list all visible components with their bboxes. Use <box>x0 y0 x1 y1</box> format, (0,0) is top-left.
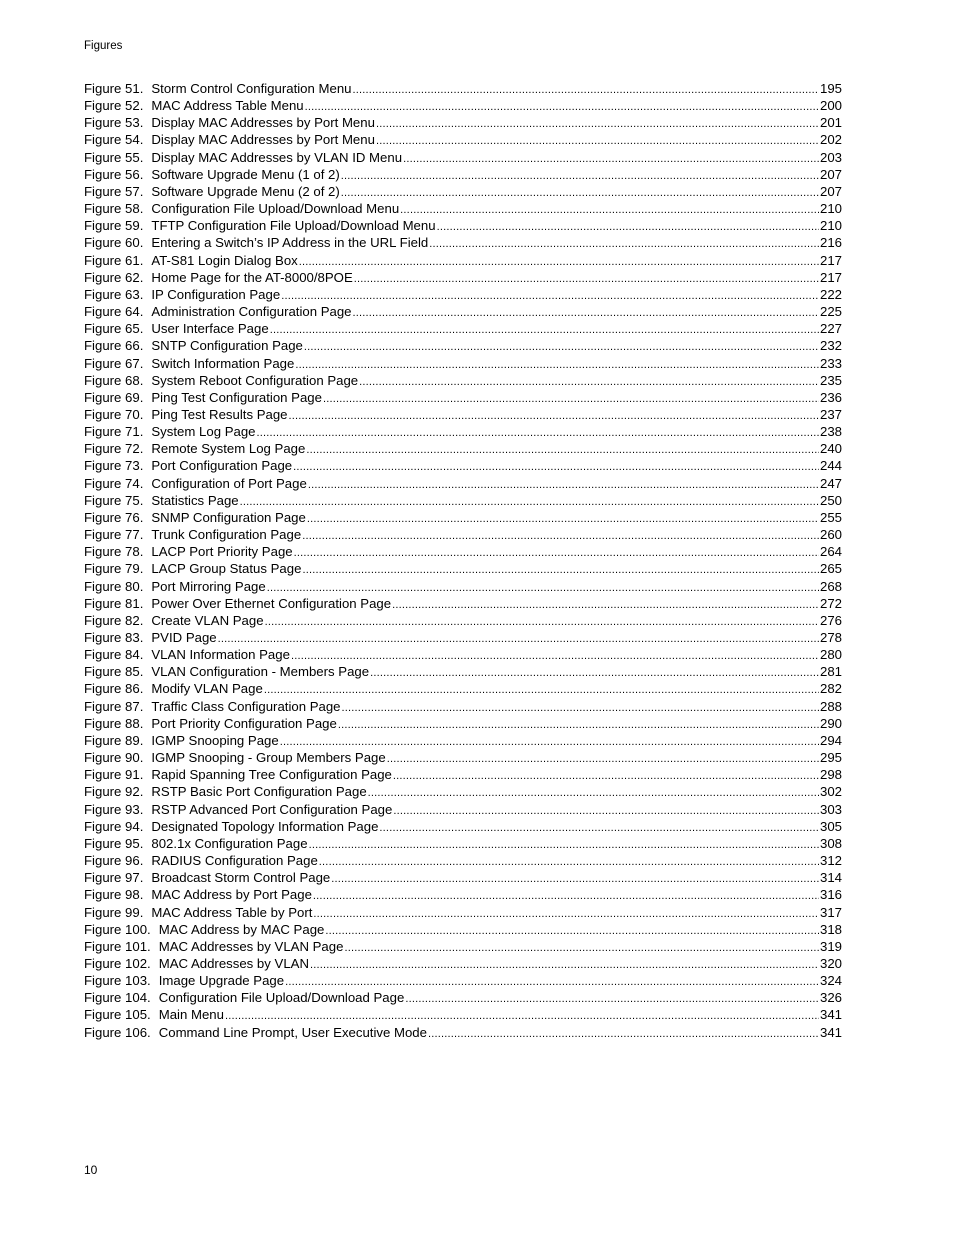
dot-leader <box>353 305 819 322</box>
figure-title: Storm Control Configuration Menu <box>151 81 352 96</box>
figure-page-number: 265 <box>819 561 842 577</box>
dot-leader <box>293 459 819 476</box>
figure-page-number: 294 <box>819 732 842 748</box>
figure-number: Figure 55. <box>84 149 144 165</box>
list-item[interactable] <box>84 921 842 938</box>
figure-title: SNTP Configuration Page <box>151 338 303 354</box>
list-item[interactable] <box>84 989 842 1006</box>
figure-title: Port Priority Configuration Page <box>151 715 337 731</box>
dot-leader <box>294 545 819 562</box>
list-item[interactable] <box>84 509 842 526</box>
figure-page-number: 341 <box>819 1024 842 1040</box>
figure-number: Figure 82. <box>84 612 144 628</box>
list-item[interactable] <box>84 234 842 251</box>
figure-title: MAC Addresses by VLAN <box>158 955 309 971</box>
figure-page-number: 222 <box>819 286 842 302</box>
list-item[interactable] <box>84 766 842 783</box>
dot-leader <box>264 682 819 699</box>
figure-title: Port Configuration Page <box>151 458 293 474</box>
dot-leader <box>309 837 819 854</box>
list-item[interactable] <box>84 972 842 989</box>
figure-page-number: 280 <box>819 647 842 663</box>
figure-number: Figure 94. <box>84 818 144 834</box>
figure-number: Figure 60. <box>84 235 144 251</box>
list-item[interactable] <box>84 869 842 886</box>
figure-title: Configuration File Upload/Download Menu <box>151 201 400 217</box>
list-item[interactable] <box>84 698 842 715</box>
figure-number: Figure 62. <box>84 269 144 285</box>
list-item[interactable] <box>84 337 842 354</box>
figure-title: Main Menu <box>158 1007 224 1023</box>
figure-title: MAC Address by Port Page <box>151 887 312 903</box>
list-item[interactable] <box>84 492 842 509</box>
figure-title: Remote System Log Page <box>151 441 306 457</box>
figure-title: 802.1x Configuration Page <box>151 835 308 851</box>
figure-title: IP Configuration Page <box>151 286 281 302</box>
dot-leader <box>313 888 819 905</box>
figure-number: Figure 71. <box>84 424 144 440</box>
figure-number: Figure 51. <box>84 81 144 96</box>
figure-number: Figure 86. <box>84 681 144 697</box>
figure-page-number: 316 <box>819 887 842 903</box>
dot-leader <box>307 511 819 528</box>
figure-page-number: 264 <box>819 544 842 560</box>
figure-number: Figure 74. <box>84 475 144 491</box>
figure-title: Power Over Ethernet Configuration Page <box>151 595 392 611</box>
dot-leader <box>376 133 819 150</box>
figure-number: Figure 97. <box>84 870 144 886</box>
figure-page-number: 207 <box>819 183 842 199</box>
figure-number: Figure 105. <box>84 1007 151 1023</box>
figure-title: System Log Page <box>151 424 256 440</box>
dot-leader <box>289 408 819 425</box>
figure-number: Figure 59. <box>84 218 144 234</box>
dot-leader <box>400 202 819 219</box>
figure-title: Configuration of Port Page <box>151 475 307 491</box>
figure-title: Trunk Configuration Page <box>151 527 302 543</box>
list-item[interactable] <box>84 749 842 766</box>
dot-leader <box>393 803 819 820</box>
figure-number: Figure 78. <box>84 544 144 560</box>
list-item[interactable] <box>84 543 842 560</box>
figure-number: Figure 79. <box>84 561 144 577</box>
dot-leader <box>304 339 819 356</box>
figure-number: Figure 101. <box>84 938 151 954</box>
figure-page-number: 200 <box>819 98 842 114</box>
figure-number: Figure 57. <box>84 183 144 199</box>
figure-page-number: 236 <box>819 389 842 405</box>
figure-title: PVID Page <box>151 630 217 645</box>
dot-leader <box>308 477 819 494</box>
figure-title: RADIUS Configuration Page <box>151 853 318 869</box>
figure-page-number: 314 <box>819 870 842 886</box>
figure-title: Software Upgrade Menu (2 of 2) <box>151 183 340 199</box>
list-item[interactable] <box>84 904 842 921</box>
figure-number: Figure 69. <box>84 389 144 405</box>
dot-leader <box>359 374 819 391</box>
figure-title: Create VLAN Page <box>151 612 264 628</box>
list-item[interactable] <box>84 269 842 286</box>
figure-page-number: 281 <box>819 664 842 680</box>
figure-title: IGMP Snooping - Group Members Page <box>151 750 386 766</box>
dot-leader <box>405 991 819 1008</box>
figure-title: VLAN Information Page <box>151 647 290 663</box>
list-item[interactable] <box>84 646 842 663</box>
dot-leader <box>376 116 819 133</box>
dot-leader <box>379 820 819 837</box>
figure-number: Figure 54. <box>84 132 144 148</box>
list-item[interactable] <box>84 200 842 217</box>
figure-title: MAC Address by MAC Page <box>158 921 325 937</box>
list-item[interactable] <box>84 440 842 457</box>
list-item[interactable] <box>84 818 842 835</box>
dot-leader <box>392 597 819 614</box>
dot-leader <box>218 631 819 648</box>
dot-leader <box>323 391 819 408</box>
figure-number: Figure 89. <box>84 732 144 748</box>
figure-page-number: 203 <box>819 149 842 165</box>
dot-leader <box>299 254 819 271</box>
dot-leader <box>310 957 819 974</box>
dot-leader <box>341 185 819 202</box>
list-item[interactable] <box>84 114 842 131</box>
figure-page-number: 232 <box>819 338 842 354</box>
figure-number: Figure 75. <box>84 492 144 508</box>
figure-title: RSTP Basic Port Configuration Page <box>151 784 367 800</box>
figure-number: Figure 92. <box>84 784 144 800</box>
dot-leader <box>319 854 819 871</box>
figure-page-number: 319 <box>819 938 842 954</box>
figure-page-number: 202 <box>819 132 842 148</box>
figure-page-number: 195 <box>819 81 842 96</box>
figure-page-number: 298 <box>819 767 842 783</box>
figure-number: Figure 56. <box>84 166 144 182</box>
figure-number: Figure 63. <box>84 286 144 302</box>
figure-number: Figure 88. <box>84 715 144 731</box>
figure-number: Figure 65. <box>84 321 144 337</box>
dot-leader <box>306 442 819 459</box>
figure-number: Figure 68. <box>84 372 144 388</box>
figure-title: Switch Information Page <box>151 355 295 371</box>
figure-number: Figure 72. <box>84 441 144 457</box>
dot-leader <box>325 923 819 940</box>
list-item[interactable] <box>84 97 842 114</box>
figure-title: Display MAC Addresses by Port Menu <box>151 132 375 148</box>
figure-page-number: 217 <box>819 269 842 285</box>
figure-number: Figure 84. <box>84 647 144 663</box>
list-item[interactable] <box>84 732 842 749</box>
dot-leader <box>257 425 819 442</box>
figure-title: MAC Addresses by VLAN Page <box>158 938 344 954</box>
figure-number: Figure 106. <box>84 1024 151 1040</box>
dot-leader <box>341 168 819 185</box>
dot-leader <box>295 357 819 374</box>
list-item[interactable] <box>84 1006 842 1023</box>
list-item[interactable] <box>84 578 842 595</box>
figure-title: Image Upgrade Page <box>158 973 285 989</box>
dot-leader <box>393 768 819 785</box>
list-item[interactable] <box>84 852 842 869</box>
figure-title: TFTP Configuration File Upload/Download Menu <box>151 218 436 234</box>
list-item[interactable] <box>84 131 842 148</box>
figure-page-number: 225 <box>819 304 842 320</box>
list-item[interactable] <box>84 423 842 440</box>
figure-page-number: 260 <box>819 527 842 543</box>
figure-number: Figure 77. <box>84 527 144 543</box>
figure-page-number: 255 <box>819 509 842 525</box>
figure-page-number: 288 <box>819 698 842 714</box>
dot-leader <box>240 494 819 511</box>
list-item[interactable] <box>84 457 842 474</box>
figure-title: Command Line Prompt, User Executive Mode <box>158 1024 427 1040</box>
dot-leader <box>403 151 819 168</box>
figure-page-number: 210 <box>819 218 842 234</box>
figure-number: Figure 87. <box>84 698 144 714</box>
figure-page-number: 235 <box>819 372 842 388</box>
figure-title: SNMP Configuration Page <box>151 509 306 525</box>
figure-number: Figure 70. <box>84 406 144 422</box>
figure-title: Ping Test Results Page <box>151 406 288 422</box>
list-item[interactable] <box>84 252 842 269</box>
list-item[interactable] <box>84 560 842 577</box>
list-item[interactable] <box>84 955 842 972</box>
dot-leader <box>313 906 819 923</box>
figure-title: AT-S81 Login Dialog Box <box>151 252 298 268</box>
list-item[interactable] <box>84 286 842 303</box>
list-item[interactable] <box>84 320 842 337</box>
list-item[interactable] <box>84 715 842 732</box>
figure-title: Designated Topology Information Page <box>151 818 379 834</box>
dot-leader <box>368 785 819 802</box>
figure-number: Figure 96. <box>84 853 144 869</box>
figure-title: LACP Port Priority Page <box>151 544 293 560</box>
list-item[interactable] <box>84 166 842 183</box>
list-item[interactable] <box>84 389 842 406</box>
list-item[interactable] <box>84 783 842 800</box>
figure-number: Figure 102. <box>84 955 151 971</box>
figure-page-number: 318 <box>819 921 842 937</box>
list-of-figures <box>84 80 842 1041</box>
figure-page-number: 250 <box>819 492 842 508</box>
dot-leader <box>291 648 819 665</box>
figure-title: Ping Test Configuration Page <box>151 389 322 405</box>
figure-page-number: 210 <box>819 201 842 217</box>
figure-title: Configuration File Upload/Download Page <box>158 990 405 1006</box>
figure-page-number: 324 <box>819 973 842 989</box>
figure-number: Figure 80. <box>84 578 144 594</box>
figure-title: IGMP Snooping Page <box>151 732 279 748</box>
dot-leader <box>270 322 819 339</box>
dot-leader <box>354 271 819 288</box>
figure-title: Traffic Class Configuration Page <box>151 698 341 714</box>
list-item[interactable] <box>84 663 842 680</box>
dot-leader <box>387 751 819 768</box>
dot-leader <box>428 1026 819 1043</box>
figure-title: Entering a Switch’s IP Address in the URL Field <box>151 235 429 251</box>
figure-number: Figure 100. <box>84 921 151 937</box>
figure-title: Administration Configuration Page <box>151 304 352 320</box>
list-item[interactable] <box>84 526 842 543</box>
figure-page-number: 276 <box>819 612 842 628</box>
figure-title: LACP Group Status Page <box>151 561 302 577</box>
figure-page-number: 290 <box>819 715 842 731</box>
figure-number: Figure 90. <box>84 750 144 766</box>
dot-leader <box>305 99 819 116</box>
figure-page-number: 312 <box>819 853 842 869</box>
figure-number: Figure 53. <box>84 115 144 131</box>
list-item[interactable] <box>84 886 842 903</box>
dot-leader <box>302 528 819 545</box>
figure-number: Figure 91. <box>84 767 144 783</box>
figure-title: Software Upgrade Menu (1 of 2) <box>151 166 340 182</box>
figure-title: User Interface Page <box>151 321 269 337</box>
figure-title: MAC Address Table by Port <box>151 904 313 920</box>
figure-title: Rapid Spanning Tree Configuration Page <box>151 767 392 783</box>
figure-page-number: 341 <box>819 1007 842 1023</box>
figure-page-number: 305 <box>819 818 842 834</box>
list-item[interactable] <box>84 217 842 234</box>
figure-page-number: 320 <box>819 955 842 971</box>
figure-number: Figure 58. <box>84 201 144 217</box>
figure-page-number: 201 <box>819 115 842 131</box>
dot-leader <box>344 940 819 957</box>
dot-leader <box>338 717 819 734</box>
list-item[interactable] <box>84 355 842 372</box>
figure-page-number: 237 <box>819 406 842 422</box>
figure-number: Figure 104. <box>84 990 151 1006</box>
list-item[interactable] <box>84 406 842 423</box>
figure-number: Figure 103. <box>84 973 151 989</box>
figure-number: Figure 73. <box>84 458 144 474</box>
list-item[interactable] <box>84 183 842 200</box>
figure-page-number: 238 <box>819 424 842 440</box>
figure-title: VLAN Configuration - Members Page <box>151 664 370 680</box>
figure-page-number: 317 <box>819 904 842 920</box>
figure-page-number: 302 <box>819 784 842 800</box>
figure-number: Figure 93. <box>84 801 144 817</box>
figure-page-number: 207 <box>819 166 842 182</box>
dot-leader <box>429 236 819 253</box>
figure-page-number: 227 <box>819 321 842 337</box>
figure-number: Figure 66. <box>84 338 144 354</box>
dot-leader <box>370 665 819 682</box>
dot-leader <box>281 288 819 305</box>
figure-number: Figure 83. <box>84 630 144 645</box>
list-item[interactable] <box>84 612 842 629</box>
list-item[interactable] <box>84 629 842 646</box>
list-item[interactable] <box>84 801 842 818</box>
dot-leader <box>331 871 819 888</box>
figure-page-number: 295 <box>819 750 842 766</box>
figure-page-number: 326 <box>819 990 842 1006</box>
figure-number: Figure 67. <box>84 355 144 371</box>
list-item[interactable] <box>84 680 842 697</box>
figure-number: Figure 64. <box>84 304 144 320</box>
page-number: 10 <box>84 1163 98 1177</box>
list-item[interactable] <box>84 595 842 612</box>
figure-number: Figure 95. <box>84 835 144 851</box>
dot-leader <box>353 82 819 99</box>
figure-title: Broadcast Storm Control Page <box>151 870 331 886</box>
figure-title: MAC Address Table Menu <box>151 98 304 114</box>
figure-title: Home Page for the AT-8000/8POE <box>151 269 353 285</box>
figure-number: Figure 85. <box>84 664 144 680</box>
figure-number: Figure 81. <box>84 595 144 611</box>
figure-title: Display MAC Addresses by Port Menu <box>151 115 375 131</box>
figure-number: Figure 98. <box>84 887 144 903</box>
dot-leader <box>437 219 819 236</box>
figure-title: Statistics Page <box>151 492 239 508</box>
figure-title: Modify VLAN Page <box>151 681 263 697</box>
list-item[interactable] <box>84 80 842 97</box>
dot-leader <box>265 614 819 631</box>
figure-page-number: 240 <box>819 441 842 457</box>
figure-title: System Reboot Configuration Page <box>151 372 359 388</box>
figure-page-number: 282 <box>819 681 842 697</box>
figure-page-number: 216 <box>819 235 842 251</box>
figure-page-number: 308 <box>819 835 842 851</box>
list-item[interactable] <box>84 938 842 955</box>
figure-number: Figure 76. <box>84 509 144 525</box>
figure-page-number: 217 <box>819 252 842 268</box>
figure-number: Figure 99. <box>84 904 144 920</box>
figure-page-number: 278 <box>819 630 842 645</box>
dot-leader <box>342 700 819 717</box>
figure-page-number: 303 <box>819 801 842 817</box>
list-item[interactable] <box>84 149 842 166</box>
list-item[interactable] <box>84 475 842 492</box>
figure-title: RSTP Advanced Port Configuration Page <box>151 801 393 817</box>
list-item[interactable] <box>84 372 842 389</box>
figure-page-number: 268 <box>819 578 842 594</box>
figure-number: Figure 52. <box>84 98 144 114</box>
figure-title: Display MAC Addresses by VLAN ID Menu <box>151 149 403 165</box>
list-item[interactable] <box>84 303 842 320</box>
figure-page-number: 272 <box>819 595 842 611</box>
figure-number: Figure 61. <box>84 252 144 268</box>
figure-page-number: 233 <box>819 355 842 371</box>
figure-page-number: 244 <box>819 458 842 474</box>
dot-leader <box>302 562 819 579</box>
running-header: Figures <box>84 40 123 52</box>
figure-title: Port Mirroring Page <box>151 578 266 594</box>
list-item[interactable] <box>84 835 842 852</box>
list-item[interactable] <box>84 1024 842 1041</box>
figure-page-number: 247 <box>819 475 842 491</box>
